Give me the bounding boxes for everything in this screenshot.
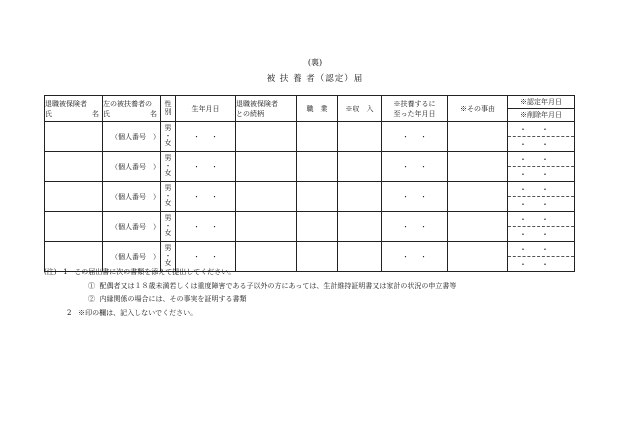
table-row bbox=[45, 182, 575, 212]
approval-removal-cell[interactable] bbox=[508, 122, 575, 152]
note-1b: ② 内縁関係の場合には、その事実を証明する書類 bbox=[88, 295, 247, 303]
sex-female-option[interactable]: 女 bbox=[164, 139, 172, 148]
date-separator: ・ bbox=[402, 132, 409, 141]
date-separator: ・ bbox=[519, 184, 527, 194]
date-separator: ・ bbox=[193, 222, 200, 231]
sex-female-option[interactable]: 女 bbox=[164, 259, 172, 268]
sex-male-option[interactable]: 男 bbox=[164, 214, 172, 223]
header-dependent-name: 左の被扶養者の 氏 名 bbox=[103, 96, 161, 122]
date-separator: ・ bbox=[541, 139, 549, 149]
sex-separator: ・ bbox=[164, 161, 172, 170]
date-separator: ・ bbox=[519, 229, 527, 239]
header-birthdate: 生年月日 bbox=[176, 96, 236, 122]
date-separator: ・ bbox=[420, 192, 427, 201]
reason-cell[interactable] bbox=[448, 152, 508, 182]
birthdate-cell[interactable] bbox=[176, 182, 236, 212]
date-separator: ・ bbox=[541, 184, 549, 194]
table-row bbox=[45, 122, 575, 152]
sex-male-option[interactable]: 男 bbox=[164, 124, 172, 133]
date-separator: ・ bbox=[519, 169, 527, 179]
sex-male-option[interactable]: 男 bbox=[164, 184, 172, 193]
dependent-name-cell[interactable] bbox=[103, 212, 161, 242]
retiree-name-cell[interactable] bbox=[45, 182, 103, 212]
date-separator: ・ bbox=[541, 214, 549, 224]
date-separator: ・ bbox=[541, 229, 549, 239]
personal-number-label: （個人番号 ） bbox=[111, 192, 160, 201]
date-separator: ・ bbox=[402, 162, 409, 171]
support-start-date-cell[interactable] bbox=[382, 152, 448, 182]
removal-date-subcell[interactable] bbox=[508, 167, 574, 181]
note-2: 2 ※印の欄は、記入しないでください。 bbox=[67, 308, 198, 317]
date-separator: ・ bbox=[519, 199, 527, 209]
sex-separator: ・ bbox=[164, 251, 172, 260]
date-separator: ・ bbox=[193, 192, 200, 201]
date-separator: ・ bbox=[541, 244, 549, 254]
date-separator: ・ bbox=[541, 124, 549, 134]
sex-separator: ・ bbox=[164, 221, 172, 230]
date-separator: ・ bbox=[519, 124, 527, 134]
header-occupation: 職 業 bbox=[297, 96, 338, 122]
date-separator: ・ bbox=[211, 162, 218, 171]
date-separator: ・ bbox=[519, 244, 527, 254]
approval-removal-cell[interactable] bbox=[508, 242, 575, 272]
approval-removal-cell[interactable] bbox=[508, 212, 575, 242]
removal-date-subcell[interactable] bbox=[508, 197, 574, 211]
sex-female-option[interactable]: 女 bbox=[164, 169, 172, 178]
header-sex: 性 別 bbox=[161, 96, 176, 122]
side-label: (裏) bbox=[307, 58, 323, 67]
personal-number-label: （個人番号 ） bbox=[111, 252, 160, 261]
date-separator: ・ bbox=[211, 222, 218, 231]
date-separator: ・ bbox=[519, 259, 527, 269]
header-relationship: 退職被保険者 との続柄 bbox=[236, 96, 297, 122]
birthdate-cell[interactable] bbox=[176, 212, 236, 242]
date-separator: ・ bbox=[193, 252, 200, 261]
date-separator: ・ bbox=[211, 252, 218, 261]
relationship-cell[interactable] bbox=[236, 212, 297, 242]
date-separator: ・ bbox=[541, 199, 549, 209]
date-separator: ・ bbox=[420, 162, 427, 171]
dependent-name-cell[interactable] bbox=[103, 182, 161, 212]
approval-date-subcell[interactable] bbox=[508, 242, 574, 257]
retiree-name-cell[interactable] bbox=[45, 122, 103, 152]
support-start-date-cell[interactable] bbox=[382, 122, 448, 152]
reason-cell[interactable] bbox=[448, 212, 508, 242]
date-separator: ・ bbox=[541, 169, 549, 179]
date-separator: ・ bbox=[420, 222, 427, 231]
date-separator: ・ bbox=[519, 154, 527, 164]
table-row bbox=[45, 212, 575, 242]
income-cell[interactable] bbox=[338, 152, 382, 182]
dependent-name-cell[interactable] bbox=[103, 122, 161, 152]
sex-female-option[interactable]: 女 bbox=[164, 229, 172, 238]
approval-removal-cell[interactable] bbox=[508, 182, 575, 212]
header-retiree-name: 退職被保険者 氏 名 bbox=[45, 96, 103, 122]
date-separator: ・ bbox=[402, 222, 409, 231]
approval-date-subcell[interactable] bbox=[508, 122, 574, 137]
date-separator: ・ bbox=[420, 252, 427, 261]
sex-male-option[interactable]: 男 bbox=[164, 154, 172, 163]
date-separator: ・ bbox=[402, 252, 409, 261]
note-1a: ① 配偶者又は１８歳未満若しくは重度障害である子以外の方にあっては、生計維持証明書又は家計の状況の申立書等 bbox=[88, 281, 457, 290]
retiree-name-cell[interactable] bbox=[45, 212, 103, 242]
income-cell[interactable] bbox=[338, 122, 382, 152]
header-removal-date: ※削除年月日 bbox=[508, 109, 575, 122]
sex-separator: ・ bbox=[164, 191, 172, 200]
approval-date-subcell[interactable] bbox=[508, 152, 574, 167]
income-cell[interactable] bbox=[338, 182, 382, 212]
birthdate-cell[interactable] bbox=[176, 152, 236, 182]
birthdate-cell[interactable] bbox=[176, 122, 236, 152]
date-separator: ・ bbox=[541, 259, 549, 269]
header-reason: ※その事由 bbox=[448, 96, 508, 122]
dependent-name-cell[interactable] bbox=[103, 152, 161, 182]
header-row-1 bbox=[45, 96, 575, 109]
removal-date-subcell[interactable] bbox=[508, 257, 574, 271]
date-separator: ・ bbox=[541, 154, 549, 164]
sex-cell[interactable] bbox=[161, 152, 176, 182]
personal-number-label: （個人番号 ） bbox=[111, 162, 160, 171]
form-title: 被 扶 養 者（認定）届 bbox=[266, 74, 364, 84]
header-support-start-date: ※扶養するに 至った年月日 bbox=[382, 96, 448, 122]
relationship-cell[interactable] bbox=[236, 182, 297, 212]
sex-female-option[interactable]: 女 bbox=[164, 199, 172, 208]
reason-cell[interactable] bbox=[448, 242, 508, 272]
notes-section bbox=[44, 266, 456, 320]
support-start-date-cell[interactable] bbox=[382, 182, 448, 212]
date-separator: ・ bbox=[193, 132, 200, 141]
approval-date-subcell[interactable] bbox=[508, 182, 574, 197]
table-row bbox=[45, 152, 575, 182]
date-separator: ・ bbox=[211, 192, 218, 201]
date-separator: ・ bbox=[519, 214, 527, 224]
occupation-cell[interactable] bbox=[297, 152, 338, 182]
reason-cell[interactable] bbox=[448, 122, 508, 152]
income-cell[interactable] bbox=[338, 212, 382, 242]
occupation-cell[interactable] bbox=[297, 212, 338, 242]
retiree-name-cell[interactable] bbox=[45, 152, 103, 182]
date-separator: ・ bbox=[193, 162, 200, 171]
approval-date-subcell[interactable] bbox=[508, 212, 574, 227]
relationship-cell[interactable] bbox=[236, 122, 297, 152]
personal-number-label: （個人番号 ） bbox=[111, 222, 160, 231]
header-approval-date: ※認定年月日 bbox=[508, 96, 575, 109]
reason-cell[interactable] bbox=[448, 182, 508, 212]
sex-male-option[interactable]: 男 bbox=[164, 244, 172, 253]
dependents-table bbox=[44, 95, 575, 272]
date-separator: ・ bbox=[211, 132, 218, 141]
sex-cell[interactable] bbox=[161, 122, 176, 152]
relationship-cell[interactable] bbox=[236, 152, 297, 182]
sex-separator: ・ bbox=[164, 131, 172, 140]
support-start-date-cell[interactable] bbox=[382, 212, 448, 242]
note-1: (注) 1 この届出書に次の書類を添えて提出してください。 bbox=[44, 268, 236, 276]
sex-cell[interactable] bbox=[161, 182, 176, 212]
header-income: ※収 入 bbox=[338, 96, 382, 122]
date-separator: ・ bbox=[519, 139, 527, 149]
occupation-cell[interactable] bbox=[297, 182, 338, 212]
personal-number-label: （個人番号 ） bbox=[111, 132, 160, 141]
removal-date-subcell[interactable] bbox=[508, 227, 574, 241]
approval-removal-cell[interactable] bbox=[508, 152, 575, 182]
removal-date-subcell[interactable] bbox=[508, 137, 574, 151]
occupation-cell[interactable] bbox=[297, 122, 338, 152]
sex-cell[interactable] bbox=[161, 212, 176, 242]
date-separator: ・ bbox=[402, 192, 409, 201]
date-separator: ・ bbox=[420, 132, 427, 141]
